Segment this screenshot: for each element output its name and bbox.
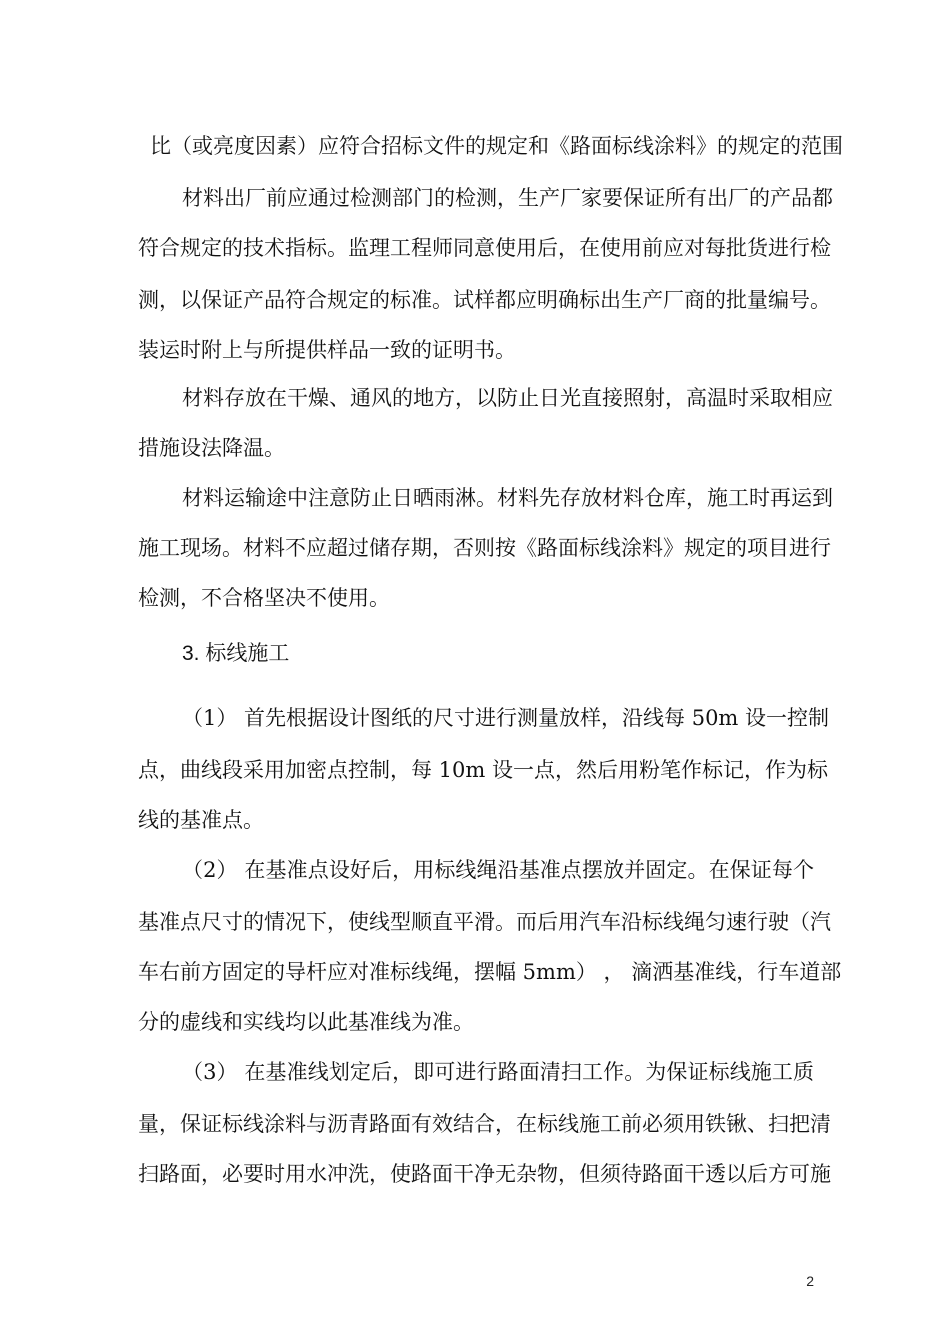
text-line-7: 措施设法降温。 [138, 436, 285, 460]
text-line-5: 装运时附上与所提供样品一致的证明书。 [138, 338, 516, 362]
text-line-21: 扫路面，必要时用水冲洗，使路面干净无杂物，但须待路面干透以后方可施 [138, 1162, 831, 1186]
text-line-9: 施工现场。材料不应超过储存期，否则按《路面标线涂料》规定的项目进行 [138, 536, 831, 560]
text-line-2: 材料出厂前应通过检测部门的检测，生产厂家要保证所有出厂的产品都 [182, 186, 833, 210]
text-line-4: 测，以保证产品符合规定的标准。试样都应明确标出生产厂商的批量编号。 [138, 288, 831, 312]
text-line-15: （2） 在基准点设好后，用标线绳沿基准点摆放并固定。在保证每个 [182, 858, 814, 882]
text-line-13: 点，曲线段采用加密点控制，每 10m 设一点，然后用粉笔作标记，作为标 [138, 758, 828, 782]
text-line-20: 量，保证标线涂料与沥青路面有效结合，在标线施工前必须用铁锹、扫把清 [138, 1112, 831, 1136]
text-line-3: 符合规定的技术指标。监理工程师同意使用后，在使用前应对每批货进行检 [138, 236, 831, 260]
page-number: 2 [806, 1273, 814, 1289]
section-heading: 3. 标线施工 [182, 642, 290, 665]
text-line-1: 比（或亮度因素）应符合招标文件的规定和《路面标线涂料》的规定的范围 [150, 134, 843, 158]
text-line-14: 线的基准点。 [138, 808, 264, 832]
text-line-6: 材料存放在干燥、通风的地方，以防止日光直接照射，高温时采取相应 [182, 386, 833, 410]
text-line-17: 车右前方固定的导杆应对准标线绳，摆幅 5mm） ， 滴洒基准线，行车道部 [138, 960, 842, 984]
text-line-10: 检测，不合格坚决不使用。 [138, 586, 390, 610]
text-line-8: 材料运输途中注意防止日晒雨淋。材料先存放材料仓库，施工时再运到 [182, 486, 833, 510]
text-line-18: 分的虚线和实线均以此基准线为准。 [138, 1010, 474, 1034]
text-line-12: （1） 首先根据设计图纸的尺寸进行测量放样，沿线每 50m 设一控制 [182, 706, 830, 730]
text-line-16: 基准点尺寸的情况下，使线型顺直平滑。而后用汽车沿标线绳匀速行驶（汽 [138, 910, 831, 934]
text-line-19: （3） 在基准线划定后，即可进行路面清扫工作。为保证标线施工质 [182, 1060, 814, 1084]
